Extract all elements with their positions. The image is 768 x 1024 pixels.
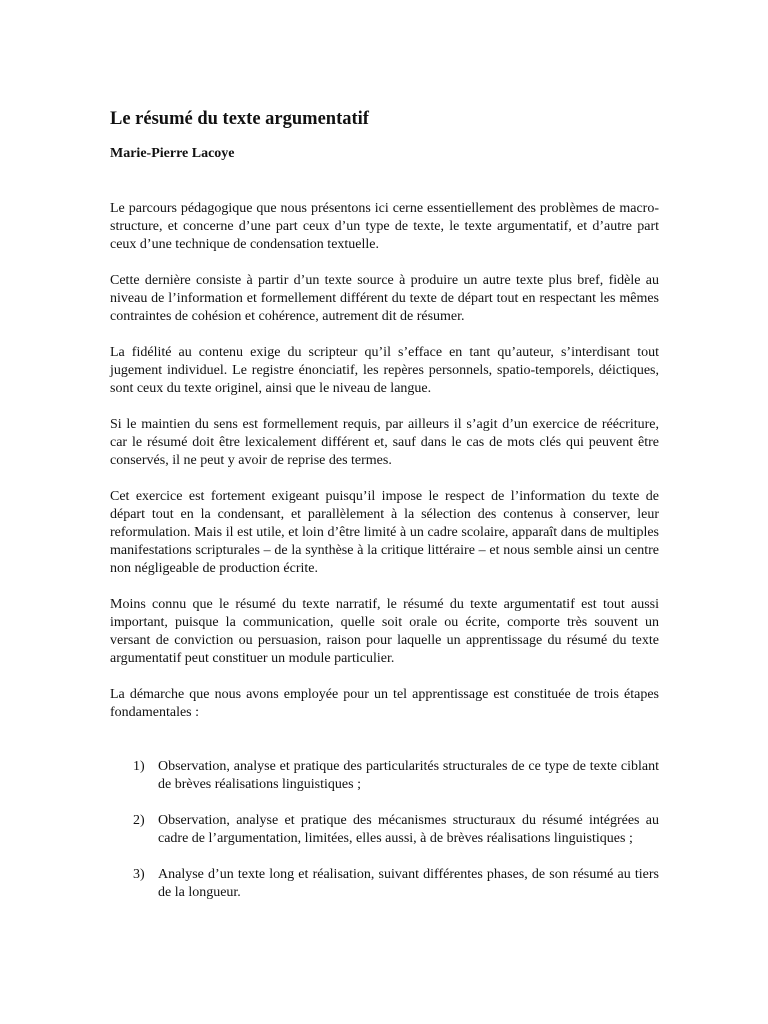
list-item	[110, 758, 659, 794]
list-item-number: 3)	[133, 867, 145, 882]
document-page	[110, 108, 659, 920]
paragraph-rewriting: Si le maintien du sens est formellement requis, par ailleurs il s’agit d’un exercice de réécriture, car le résumé doit être lexicalement différent et, sauf dans le cas de mots clés qui peuvent être conservés, il ne peut y avoir de reprise des termes.	[110, 417, 659, 468]
document-author: Marie-Pierre Lacoye	[110, 146, 235, 161]
list-item-text: Observation, analyse et pratique des particularités structurales de ce type de texte ciblant de brèves réalisations linguistiques ;	[158, 759, 659, 792]
list-item-text: Observation, analyse et pratique des mécanismes structuraux du résumé intégrées au cadre de l’argumentation, limitées, elles aussi, à de brèves réalisations linguistiques ;	[158, 813, 659, 846]
paragraph-fidelity: La fidélité au contenu exige du scripteur qu’il s’efface en tant qu’auteur, s’interdisant tout jugement individuel. Le registre énonciatif, les repères personnels, spatio-temporels, déictiques, sont ceux du texte originel, ainsi que le niveau de langue.	[110, 345, 659, 396]
paragraph-approach: La démarche que nous avons employée pour un tel apprentissage est constituée de trois étapes fondamentales :	[110, 687, 659, 720]
list-item-text: Analyse d’un texte long et réalisation, suivant différentes phases, de son résumé au tiers de la longueur.	[158, 867, 659, 900]
document-title: Le résumé du texte argumentatif	[110, 109, 369, 129]
paragraph-exercise: Cet exercice est fortement exigeant puisqu’il impose le respect de l’information du texte de départ tout en la condensant, et parallèlement à la sélection des contenus à conserver, leur reformulation. Mais il est utile, et loin d’être limité à un cadre scolaire, apparaît dans de multiples manifestations scripturales – de la synthèse à la critique littéraire – et nous semble ainsi un centre non négligeable de production écrite.	[110, 489, 659, 576]
paragraph-definition: Cette dernière consiste à partir d’un texte source à produire un autre texte plus bref, fidèle au niveau de l’information et formellement différent du texte de départ tout en respectant les mêmes contraintes de cohésion et cohérence, autrement dit de résumer.	[110, 273, 659, 324]
list-item	[110, 812, 659, 848]
paragraph-intro: Le parcours pédagogique que nous présentons ici cerne essentiellement des problèmes de macro-structure, et concerne d’une part ceux d’un type de texte, le texte argumentatif, et d’autre part ceux d’une technique de condensation textuelle.	[110, 201, 659, 252]
list-item-number: 2)	[133, 813, 145, 828]
paragraph-importance: Moins connu que le résumé du texte narratif, le résumé du texte argumentatif est tout aussi important, puisque la communication, quelle soit orale ou écrite, comporte très souvent un versant de conviction ou persuasion, raison pour laquelle un apprentissage du résumé du texte argumentatif peut constituer un module particulier.	[110, 597, 659, 666]
list-item-number: 1)	[133, 759, 145, 774]
steps-list	[110, 758, 659, 902]
list-item	[110, 866, 659, 902]
